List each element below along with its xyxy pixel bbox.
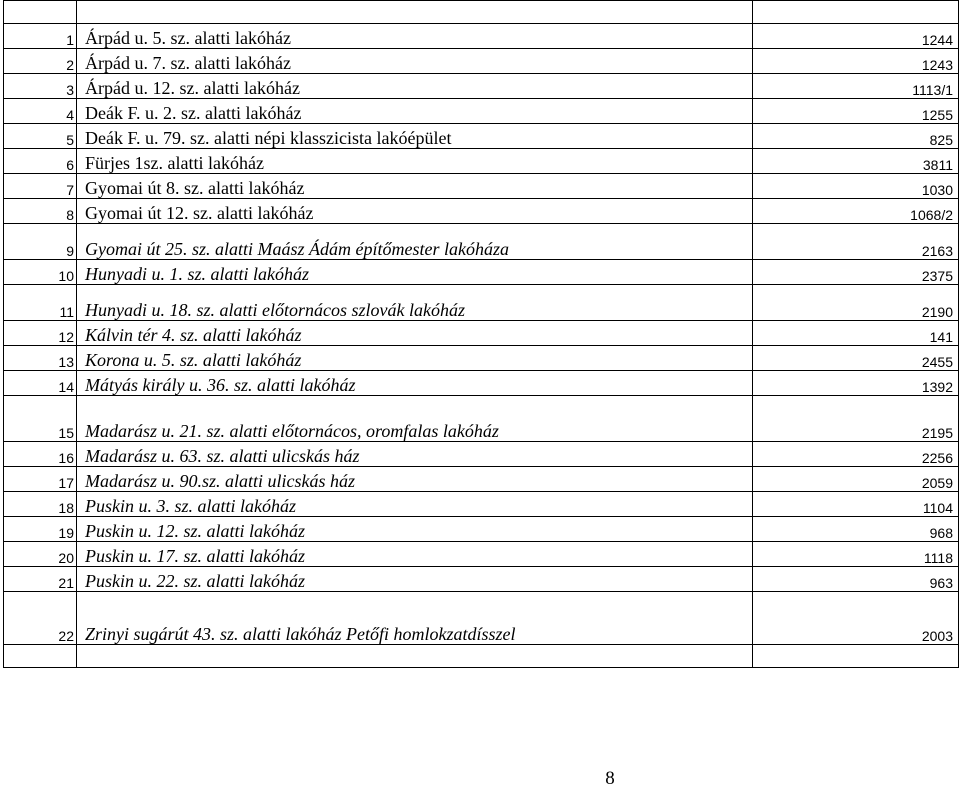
parcel-number: 1244 [753,24,959,49]
building-address: Madarász u. 21. sz. alatti előtornácos, oromfalas lakóház [77,396,753,442]
building-address: Zrinyi sugárút 43. sz. alatti lakóház Petőfi homlokzatdísszel [77,592,753,645]
parcel-number: 825 [753,124,959,149]
parcel-number: 2256 [753,442,959,467]
building-address: Árpád u. 12. sz. alatti lakóház [77,74,753,99]
table-row [4,467,959,492]
building-address: Korona u. 5. sz. alatti lakóház [77,346,753,371]
table-row [4,567,959,592]
building-address: Fürjes 1sz. alatti lakóház [77,149,753,174]
table-footer-blank-row [4,645,959,668]
parcel-number: 141 [753,321,959,346]
table-cell [753,645,959,668]
parcel-number: 1104 [753,492,959,517]
table-cell [4,1,77,24]
row-number: 15 [4,396,77,442]
table-row [4,517,959,542]
table-row [4,346,959,371]
table-row [4,149,959,174]
table-row [4,492,959,517]
row-number: 6 [4,149,77,174]
row-number: 8 [4,199,77,224]
table-row [4,542,959,567]
parcel-number: 2455 [753,346,959,371]
building-address: Gyomai út 12. sz. alatti lakóház [77,199,753,224]
table-cell [4,645,77,668]
parcel-number: 1068/2 [753,199,959,224]
parcel-number: 968 [753,517,959,542]
table-cell [77,1,753,24]
parcel-number: 1255 [753,99,959,124]
parcel-number: 3811 [753,149,959,174]
table-row [4,74,959,99]
building-address: Árpád u. 5. sz. alatti lakóház [77,24,753,49]
table-row [4,199,959,224]
table-row [4,442,959,467]
row-number: 2 [4,49,77,74]
building-address: Mátyás király u. 36. sz. alatti lakóház [77,371,753,396]
row-number: 7 [4,174,77,199]
table-cell [753,1,959,24]
table-row [4,260,959,285]
row-number: 1 [4,24,77,49]
parcel-number: 2163 [753,224,959,260]
row-number: 19 [4,517,77,542]
parcel-number: 2190 [753,285,959,321]
row-number: 9 [4,224,77,260]
row-number: 16 [4,442,77,467]
table-row [4,285,959,321]
row-number: 5 [4,124,77,149]
row-number: 18 [4,492,77,517]
row-number: 12 [4,321,77,346]
table-row [4,396,959,442]
parcel-number: 2195 [753,396,959,442]
row-number: 17 [4,467,77,492]
row-number: 10 [4,260,77,285]
table-cell [77,645,753,668]
building-address: Puskin u. 17. sz. alatti lakóház [77,542,753,567]
row-number: 11 [4,285,77,321]
row-number: 3 [4,74,77,99]
building-address: Puskin u. 12. sz. alatti lakóház [77,517,753,542]
table-row [4,371,959,396]
building-address: Puskin u. 22. sz. alatti lakóház [77,567,753,592]
building-address: Deák F. u. 79. sz. alatti népi klasszicista lakóépület [77,124,753,149]
building-address: Gyomai út 8. sz. alatti lakóház [77,174,753,199]
table-row [4,224,959,260]
table-row [4,49,959,74]
page-number: 8 [605,768,615,789]
row-number: 14 [4,371,77,396]
parcel-number: 1392 [753,371,959,396]
building-address: Madarász u. 90.sz. alatti ulicskás ház [77,467,753,492]
building-address: Hunyadi u. 1. sz. alatti lakóház [77,260,753,285]
parcel-number: 2003 [753,592,959,645]
building-address: Deák F. u. 2. sz. alatti lakóház [77,99,753,124]
building-address: Árpád u. 7. sz. alatti lakóház [77,49,753,74]
table-row [4,124,959,149]
table-row [4,99,959,124]
parcel-number: 1118 [753,542,959,567]
table-row [4,321,959,346]
row-number: 13 [4,346,77,371]
building-address: Madarász u. 63. sz. alatti ulicskás ház [77,442,753,467]
row-number: 4 [4,99,77,124]
parcel-number: 1030 [753,174,959,199]
building-address: Hunyadi u. 18. sz. alatti előtornácos szlovák lakóház [77,285,753,321]
table-row [4,592,959,645]
table-row [4,174,959,199]
building-address: Puskin u. 3. sz. alatti lakóház [77,492,753,517]
building-register-table [3,0,959,668]
parcel-number: 963 [753,567,959,592]
parcel-number: 1113/1 [753,74,959,99]
row-number: 22 [4,592,77,645]
table-header-blank-row [4,1,959,24]
building-address: Gyomai út 25. sz. alatti Maász Ádám építőmester lakóháza [77,224,753,260]
parcel-number: 1243 [753,49,959,74]
parcel-number: 2059 [753,467,959,492]
table-row [4,24,959,49]
row-number: 21 [4,567,77,592]
building-address: Kálvin tér 4. sz. alatti lakóház [77,321,753,346]
row-number: 20 [4,542,77,567]
parcel-number: 2375 [753,260,959,285]
